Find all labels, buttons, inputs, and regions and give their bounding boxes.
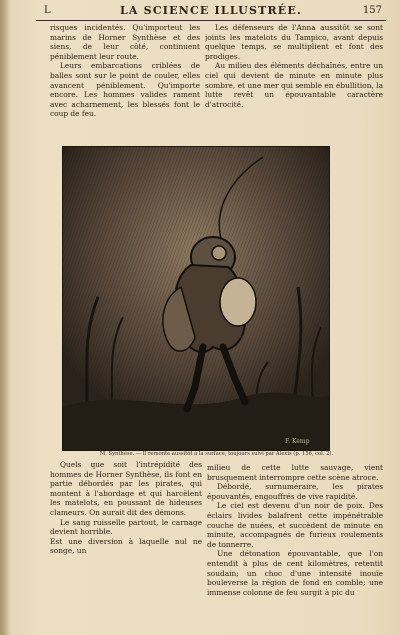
column-bottom-right	[207, 463, 383, 635]
paragraph: Est une diversion à laquelle nul ne songe, un	[50, 536, 202, 556]
page-number: 157	[362, 5, 382, 16]
paragraph: Au milieu des éléments déchaînés, entre un ciel qui devient de minute en minute plus sombre, et une mer qui semble en ébullition, la lutte revêt un épouvantable caractère d'atrocité.	[205, 61, 383, 109]
paragraph: Le sang ruisselle partout, le carnage devient horrible.	[50, 517, 202, 537]
page-header	[36, 4, 386, 21]
column-top-right	[205, 23, 383, 141]
artist-signature: F. Kemp	[285, 438, 310, 445]
paragraph: milieu de cette lutte sauvage, vient brusquement interrompre cette scène atroce.	[207, 463, 383, 482]
paragraph: Débordé, surnuméraire, les pirates épouvantés, engouffrés de vive rapidité.	[207, 482, 383, 501]
header-left-mark: L	[44, 5, 52, 16]
diver-underwater-engraving	[63, 147, 329, 450]
paragraph: Quels que soit l'intrépidité des hommes de Horner Synthèse, ils font en partie débordés par les pirates, qui montent à l'abordage et qui harcèlent les matelots, en poussant de hideuses clameurs. On aurait dit des démons.	[50, 460, 202, 517]
paragraph: Une détonation épouvantable, que l'on entendit à plus de cent kilomètres, retentit soudain; un choc d'une intensité inouïe bouleverse la région de fond en comble; une immense colonne de feu surgit à pic du	[207, 549, 383, 597]
paragraph: Le ciel est devenu d'un noir de poix. Des éclairs livides balafrent cette impénétrable couche de nuées, et succèdent de minute en minute, accompagnés de furieux roulements de tonnerre.	[207, 501, 383, 549]
paragraph: Les défenseurs de l'Anna aussitôt se sont joints les matelots du Tampico, avant depuis quelque temps, se multiplient et font des prodiges.	[205, 23, 383, 61]
binding-shadow	[0, 0, 10, 635]
engraving-illustration	[62, 146, 330, 451]
column-bottom-left	[50, 460, 202, 632]
column-top-left	[50, 23, 200, 143]
paragraph: risques incidentés. Qu'importeut les marins de Horner Synthèse et des siens, de leur côté, continuent péniblement leur route.	[50, 23, 200, 61]
illustration-caption: M. Synthèse. — Il remonte aussitôt à la surface, toujours suivi par Alexis (p. 156, col. 2).	[99, 451, 334, 457]
journal-title: LA SCIENCE ILLUSTRÉE.	[119, 4, 303, 17]
paragraph: Leurs embarcations criblées de balles sont sur le point de couler, elles avancent péniblement. Qu'importe encore. Les hommes valides rament avec acharnement, les blessés font le coup de feu.	[50, 61, 200, 119]
